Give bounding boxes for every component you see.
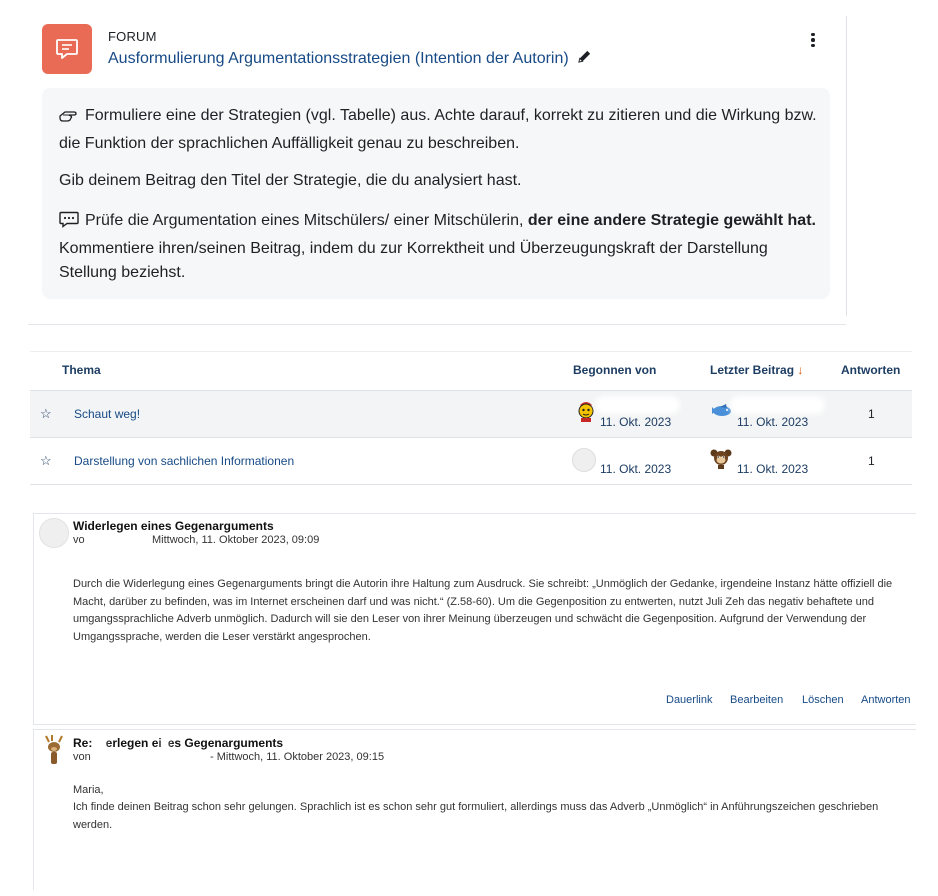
post-body: Durch die Widerlegung eines Gegenarguments bringt die Autorin ihre Haltung zum Ausdruck. Sie schreibt: „Unmöglich der Gedanke, irgendeine Instanz hätte offiziell die Macht, darüber zu befinden, was im Internet erscheinen darf und was nicht.“ (Z.58-60). Um die Gegenposition zu entwerten, nutzt Juli Zeh das negativ behaftete und umgangssprachliche Adverb unmöglich. Dadurch will sie den Leser von ihrer Meinung überzeugen und schwächt die Gegenposition. Aufgrund der Verwendung der Umgangssprache, werden die Leser verstärkt angesprochen.	[73, 578, 893, 643]
column-header-topic[interactable]: Thema	[62, 363, 101, 377]
sort-arrow-down-icon: ↓	[797, 363, 804, 377]
pointing-hand-icon	[59, 107, 79, 132]
reply-link[interactable]: Antworten	[861, 694, 911, 706]
column-header-started-by[interactable]: Begonnen von	[573, 363, 657, 377]
redacted-name	[730, 396, 825, 414]
post-date: - Mittwoch, 11. Oktober 2023, 09:15	[210, 751, 385, 763]
post-subject	[73, 736, 283, 750]
edit-link[interactable]: Bearbeiten	[730, 694, 784, 706]
post-body: Ich finde deinen Beitrag schon sehr gelungen. Sprachlich ist es schon sehr gut formuliert, allerdings muss das Adverb „Unmöglich“ in Anführungszeichen geschrieben werden.	[73, 801, 879, 831]
forum-icon	[42, 24, 92, 74]
post-subject-part: Re:	[73, 736, 96, 750]
star-icon[interactable]: ☆	[40, 406, 52, 421]
actions-menu-kebab-icon[interactable]	[804, 30, 822, 50]
avatar	[710, 447, 732, 474]
avatar	[43, 734, 65, 771]
column-header-last-post[interactable]	[710, 363, 803, 377]
post-subject: Widerlegen eines Gegenarguments	[73, 519, 274, 533]
post-subject-part: es Gegenarguments	[167, 736, 284, 750]
intro-text-1: Formuliere eine der Strategien (vgl. Tabelle) aus. Achte darauf, korrekt zu zitieren und die Wirkung bzw. die Funktion der sprachlichen Auffälligkeit genau zu beschreiben.	[59, 107, 817, 152]
intro-paragraph-3	[59, 209, 819, 286]
post-author-prefix: von	[73, 751, 91, 763]
intro-paragraph-1	[59, 104, 819, 156]
star-icon[interactable]: ☆	[40, 453, 52, 468]
post-date: Mittwoch, 11. Oktober 2023, 09:09	[152, 534, 320, 546]
forum-post	[33, 729, 916, 890]
delete-link[interactable]: Löschen	[802, 694, 844, 706]
table-row[interactable]	[30, 390, 912, 437]
started-date: 11. Okt. 2023	[600, 415, 672, 429]
started-date: 11. Okt. 2023	[600, 462, 672, 476]
post-author-prefix: vo	[73, 534, 85, 546]
redacted-name	[595, 396, 680, 414]
divider	[28, 324, 846, 325]
speech-bubble-icon	[59, 211, 79, 237]
avatar	[572, 448, 596, 472]
post-subject-part: erlegen ei	[105, 736, 162, 750]
intro-paragraph-2: Gib deinem Beitrag den Titel der Strategie, die du analysiert hast.	[59, 172, 522, 189]
pencil-edit-icon[interactable]	[577, 49, 592, 69]
forum-title-text: Ausformulierung Argumentationsstrategien (Intention der Autorin)	[108, 50, 569, 67]
last-post-date[interactable]: 11. Okt. 2023	[737, 462, 809, 476]
table-top-border	[30, 351, 912, 352]
last-post-header-label: Letzter Beitrag	[710, 363, 795, 377]
activity-type-label: FORUM	[108, 29, 157, 44]
reply-count[interactable]: 1	[868, 407, 875, 421]
avatar	[575, 399, 597, 428]
forum-intro	[42, 88, 830, 299]
reply-count[interactable]: 1	[868, 454, 875, 468]
intro-text-3a: Prüfe die Argumentation eines Mitschülers/ einer Mitschülerin,	[85, 212, 528, 229]
column-header-replies[interactable]: Antworten	[841, 363, 901, 377]
avatar	[39, 518, 69, 548]
intro-text-3b: Kommentiere ihren/seinen Beitrag, indem du zur Korrektheit und Überzeugungskraft der Darstellung Stellung beziehst.	[59, 239, 768, 281]
post-greeting: Maria,	[73, 784, 104, 796]
discussion-link[interactable]: Schaut weg!	[74, 407, 141, 421]
intro-text-3-bold: der eine andere Strategie gewählt hat.	[527, 212, 816, 229]
last-post-date[interactable]: 11. Okt. 2023	[737, 415, 809, 429]
forum-title	[108, 49, 592, 69]
forum-post	[33, 513, 916, 725]
permalink-link[interactable]: Dauerlink	[666, 694, 713, 706]
discussion-link[interactable]: Darstellung von sachlichen Informationen	[74, 454, 295, 468]
table-row[interactable]	[30, 437, 912, 485]
